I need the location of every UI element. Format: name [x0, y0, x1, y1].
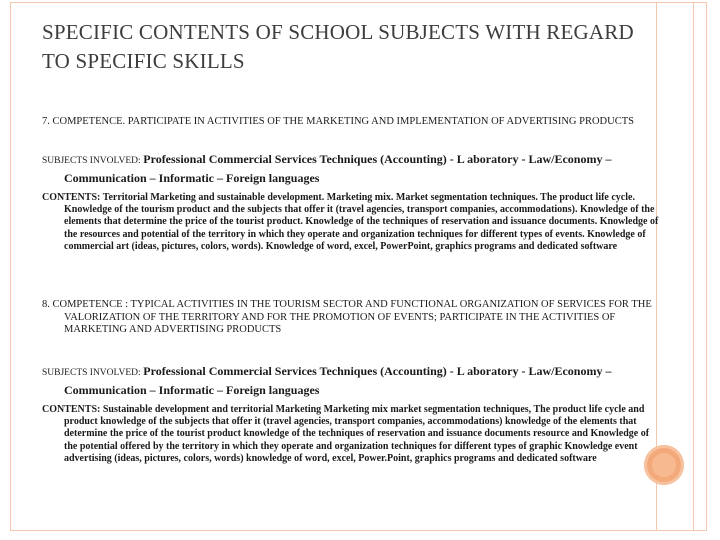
contents-text-8: Sustainable development and territorial Marketing Marketing mix market segmentation techniques, The product life cycle and product knowledge of the subjects that offer it (travel agencies, transport companies, accommodations) knowledge of the elements that determine the price of the tourist product knowledge of the techniques of reservation and issuance documents resource and Knowledge of the potential offered by the territory in which they operate and organization techniques for different types of graphic Knowledge event advertising (ideas, pictures, colors, words) knowledge of word, excel, Power.Point, graphics programs and dedicated software [64, 404, 650, 464]
competence-7-heading: 7. COMPETENCE. PARTICIPATE IN ACTIVITIES OF THE MARKETING AND IMPLEMENTATION OF ADVERTISING PRODUCTS [42, 116, 634, 127]
subjects-label-8: SUBJECTS INVOLVED: [42, 368, 141, 378]
subjects-text-7: Professional Commercial Services Techniques (Accounting) - L aboratory - Law/Economy – Communication – Informatic – Foreign languages [64, 152, 612, 185]
competence-8-heading: 8. COMPETENCE : TYPICAL ACTIVITIES IN THE TOURISM SECTOR AND FUNCTIONAL ORGANIZATION OF SERVICES FOR THE VALORIZATION OF THE TERRITORY AND FOR THE PROMOTION OF EVENTS; PARTICIPATE IN THE ACTIVITIES OF MARKETING AND ADVERTISING PRODUCTS [42, 299, 652, 336]
contents-7 [42, 192, 664, 253]
subjects-involved-7 [42, 151, 664, 188]
contents-text-7: Territorial Marketing and sustainable development. Marketing mix. Market segmentation techniques. The product life cycle. Knowledge of the tourism product and the subjects that offer it (travel agencies, transport companies, accommodations). Knowledge of the elements that determine the price of the tourist product. Knowledge of the techniques of reservation and issuance documents. Knowledge of the resources and potential of the territory in which they operate and organization techniques for different types of events. Knowledge of commercial art (ideas, pictures, colors, words). Knowledge of word, excel, PowerPoint, graphics programs and dedicated software [64, 192, 659, 252]
slide-title: SPECIFIC CONTENTS OF SCHOOL SUBJECTS WITH REGARD TO SPECIFIC SKILLS [42, 20, 634, 73]
contents-label-7: CONTENTS: [42, 192, 101, 203]
contents-8 [42, 404, 664, 465]
subjects-label-7: SUBJECTS INVOLVED: [42, 156, 141, 166]
subjects-involved-8 [42, 363, 664, 400]
subjects-text-8: Professional Commercial Services Techniques (Accounting) - L aboratory - Law/Economy – Communication – Informatic – Foreign languages [64, 364, 612, 397]
contents-label-8: CONTENTS: [42, 404, 101, 415]
